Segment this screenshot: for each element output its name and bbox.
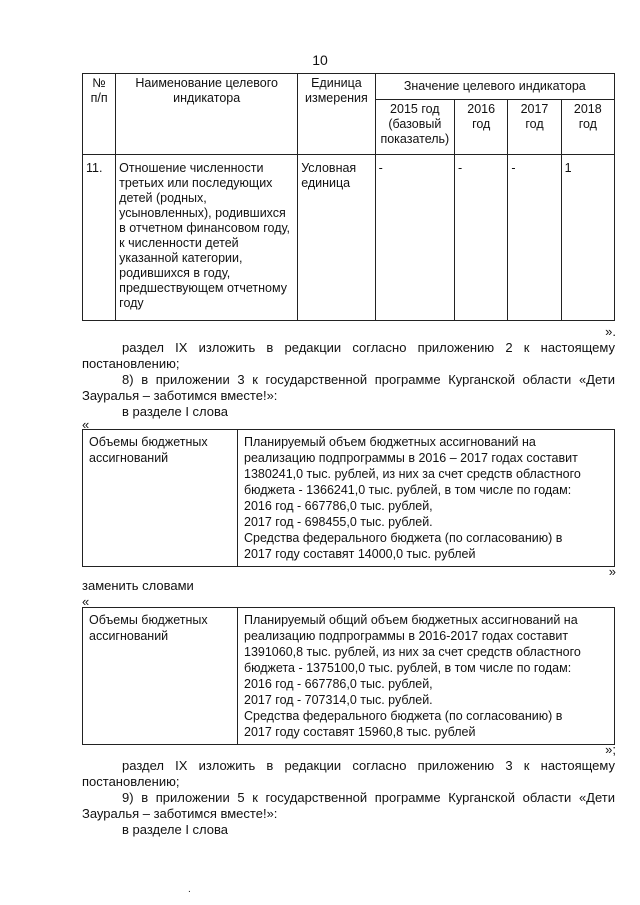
paragraph: раздел IX изложить в редакции согласно приложению 3 к настоящему xyxy=(122,758,615,773)
budget-line: 2017 году составят 14000,0 тыс. рублей xyxy=(244,547,476,561)
header-num: № п/п xyxy=(83,74,116,155)
close-quote: »; xyxy=(605,742,616,757)
header-value-group: Значение целевого индикатора xyxy=(375,74,614,100)
header-2015: 2015 год (базовый показатель) xyxy=(375,100,454,155)
budget-line: 1380241,0 тыс. рублей, из них за счет средств областного xyxy=(244,467,581,481)
header-2018: 2018 год xyxy=(561,100,614,155)
budget-label: Объемы бюджетных ассигнований xyxy=(83,430,238,567)
budget-line: Планируемый объем бюджетных ассигнований на xyxy=(244,435,536,449)
paragraph: 9) в приложении 5 к государственной программе Курганской области «Дети xyxy=(122,790,615,805)
budget-line: 2017 году составят 15960,8 тыс. рублей xyxy=(244,725,476,739)
budget-line: 2017 год - 698455,0 тыс. рублей. xyxy=(244,515,433,529)
cell-2018: 1 xyxy=(561,155,614,321)
paragraph: Зауралья – заботимся вместе!»: xyxy=(82,806,278,821)
header-2016: 2016 год xyxy=(455,100,508,155)
budget-line: Средства федерального бюджета (по согласованию) в xyxy=(244,709,563,723)
page-number: 10 xyxy=(312,52,328,68)
table-row xyxy=(83,155,615,321)
header-2017: 2017 год xyxy=(508,100,561,155)
paragraph: в разделе I слова xyxy=(122,404,228,419)
close-quote: » xyxy=(608,564,616,579)
paragraph: 8) в приложении 3 к государственной программе Курганской области «Дети xyxy=(122,372,615,387)
old-budget-table xyxy=(82,429,615,567)
budget-line: реализацию подпрограммы в 2016 – 2017 годах составит xyxy=(244,451,578,465)
paragraph: раздел IX изложить в редакции согласно приложению 2 к настоящему xyxy=(122,340,615,355)
budget-line: 1391060,8 тыс. рублей, из них за счет средств областного xyxy=(244,645,581,659)
budget-line: Планируемый общий объем бюджетных ассигнований на xyxy=(244,613,578,627)
close-quote: ». xyxy=(605,324,616,339)
paragraph: в разделе I слова xyxy=(122,822,228,837)
budget-label: Объемы бюджетных ассигнований xyxy=(83,608,238,745)
cell-num: 11. xyxy=(83,155,116,321)
budget-text xyxy=(238,430,615,567)
open-quote: « xyxy=(82,594,90,609)
header-unit: Единица измерения xyxy=(298,74,375,155)
cell-2017: - xyxy=(508,155,561,321)
budget-line: бюджета - 1366241,0 тыс. рублей, в том числе по годам: xyxy=(244,483,572,497)
budget-line: 2016 год - 667786,0 тыс. рублей, xyxy=(244,499,433,513)
budget-line: реализацию подпрограммы в 2016-2017 годах составит xyxy=(244,629,569,643)
paragraph: Зауралья – заботимся вместе!»: xyxy=(82,388,278,403)
budget-line: 2017 год - 707314,0 тыс. рублей. xyxy=(244,693,433,707)
footer-mark: . xyxy=(188,884,191,895)
paragraph: постановлению; xyxy=(82,356,180,371)
budget-text xyxy=(238,608,615,745)
cell-unit: Условная единица xyxy=(298,155,375,321)
indicator-table xyxy=(82,73,615,321)
budget-line: Средства федерального бюджета (по согласованию) в xyxy=(244,531,563,545)
paragraph: заменить словами xyxy=(82,578,194,593)
budget-line: бюджета - 1375100,0 тыс. рублей, в том числе по годам: xyxy=(244,661,572,675)
header-name: Наименование целевого индикатора xyxy=(116,74,298,155)
budget-line: 2016 год - 667786,0 тыс. рублей, xyxy=(244,677,433,691)
new-budget-table xyxy=(82,607,615,745)
open-quote: « xyxy=(82,417,90,432)
cell-2015: - xyxy=(375,155,454,321)
cell-2016: - xyxy=(455,155,508,321)
cell-name: Отношение численности третьих или последующих детей (родных, усыновленных), родившихся в отчетном финансовом году, к численности детей указанной категории, родившихся в году, предшествующем отчетному году xyxy=(116,155,298,321)
paragraph: постановлению; xyxy=(82,774,180,789)
